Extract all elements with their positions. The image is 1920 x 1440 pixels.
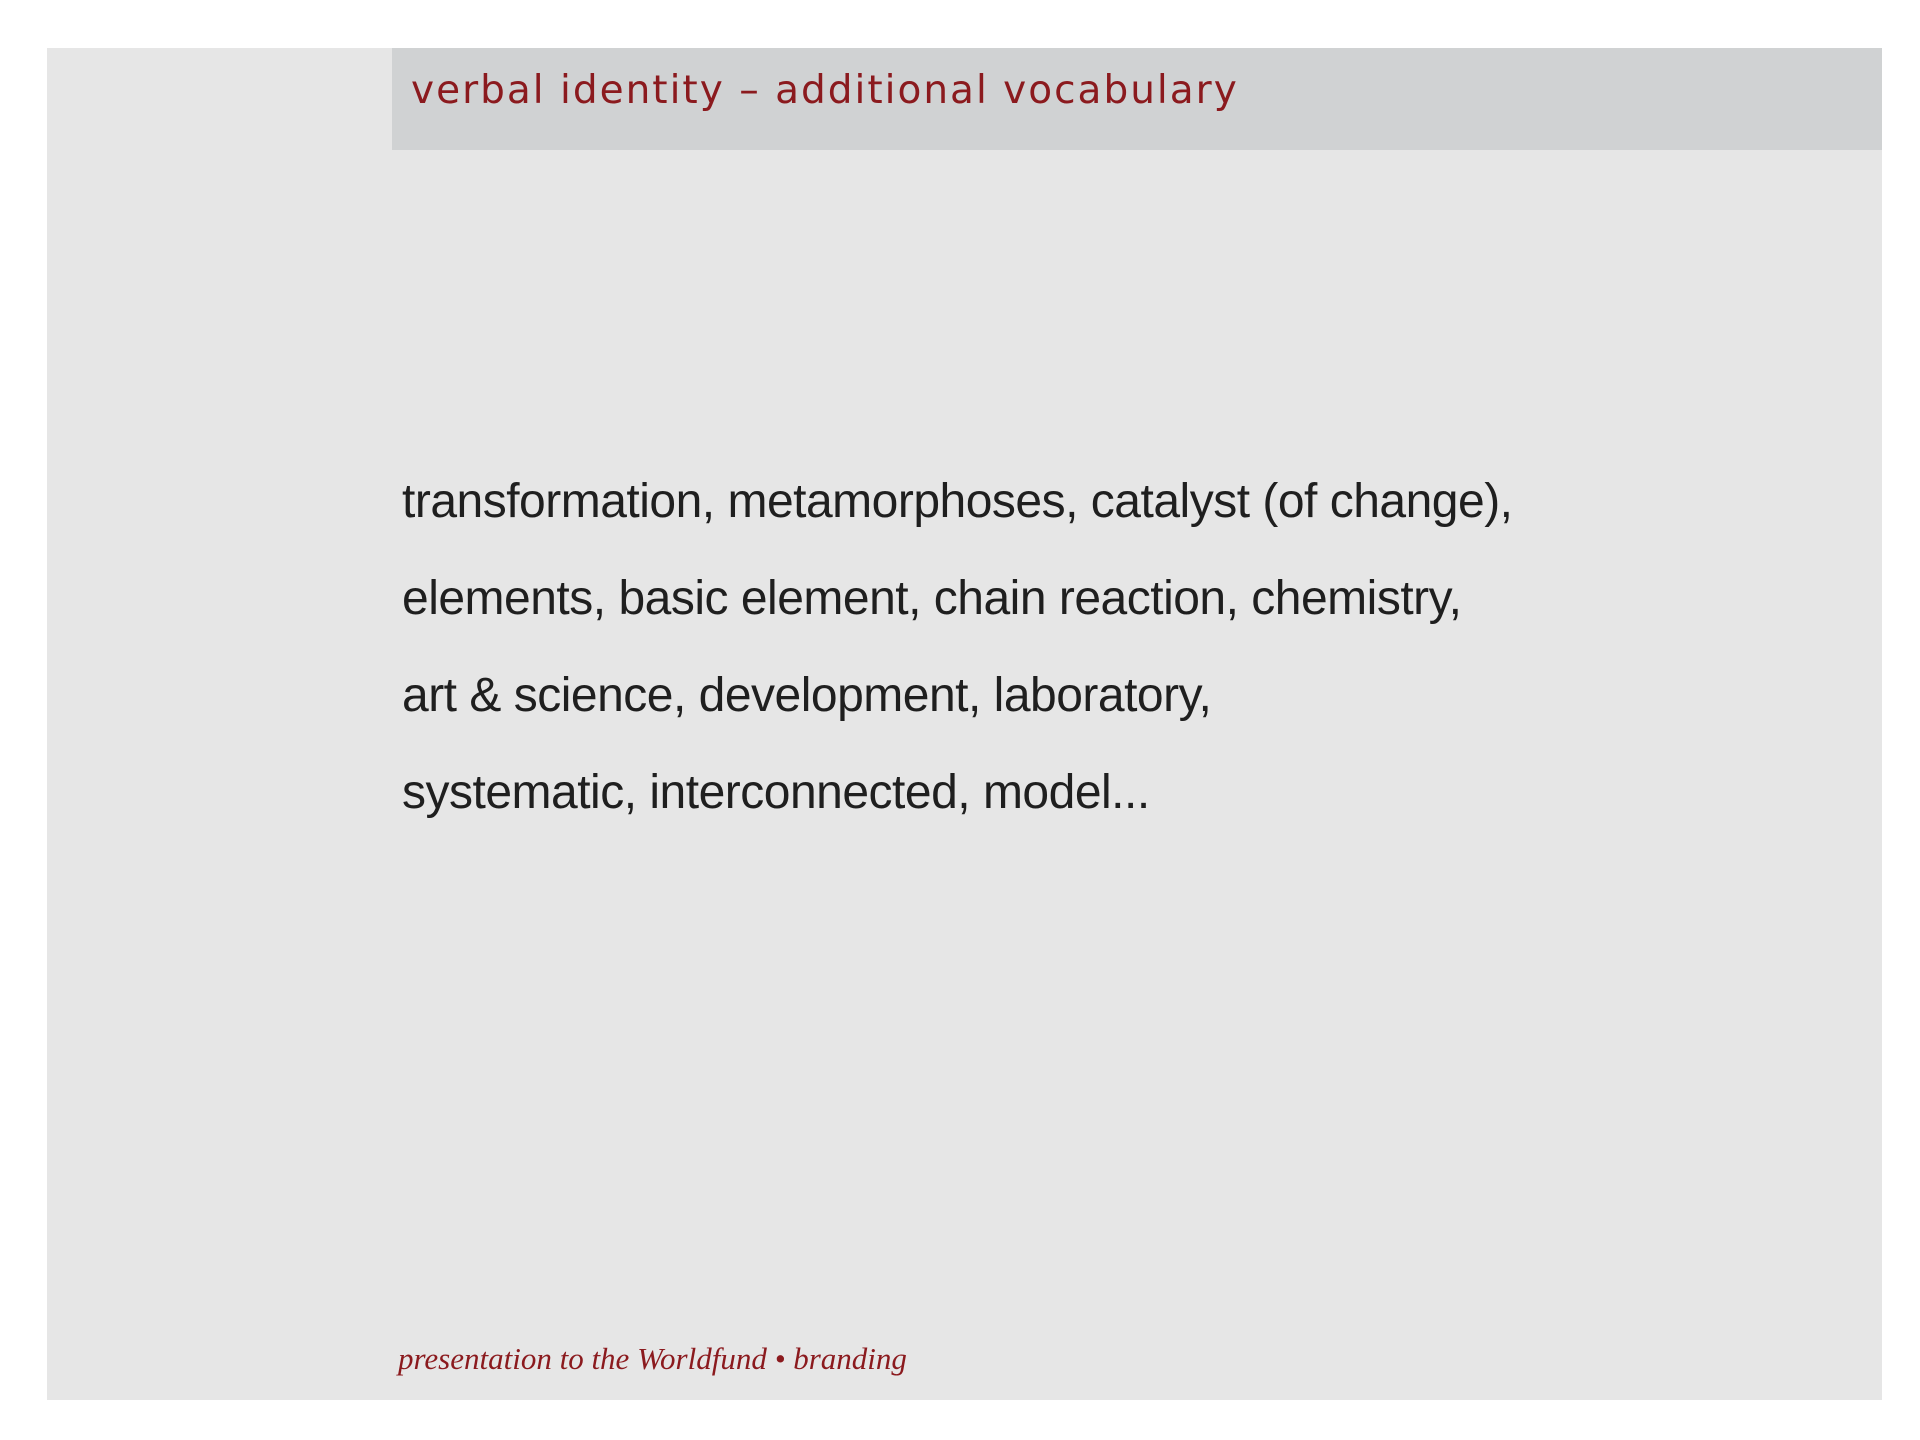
- vocabulary-list: [402, 453, 1702, 841]
- slide-title: verbal identity – additional vocabulary: [411, 68, 1239, 113]
- vocabulary-line: elements, basic element, chain reaction, chemistry,: [402, 572, 1462, 625]
- vocabulary-line: art & science, development, laboratory,: [402, 669, 1212, 722]
- slide: [47, 48, 1882, 1400]
- vocabulary-line: transformation, metamorphoses, catalyst (of change),: [402, 475, 1513, 528]
- footer-caption: presentation to the Worldfund • branding: [398, 1341, 907, 1376]
- vocabulary-line: systematic, interconnected, model...: [402, 766, 1150, 819]
- header-band: [392, 48, 1882, 150]
